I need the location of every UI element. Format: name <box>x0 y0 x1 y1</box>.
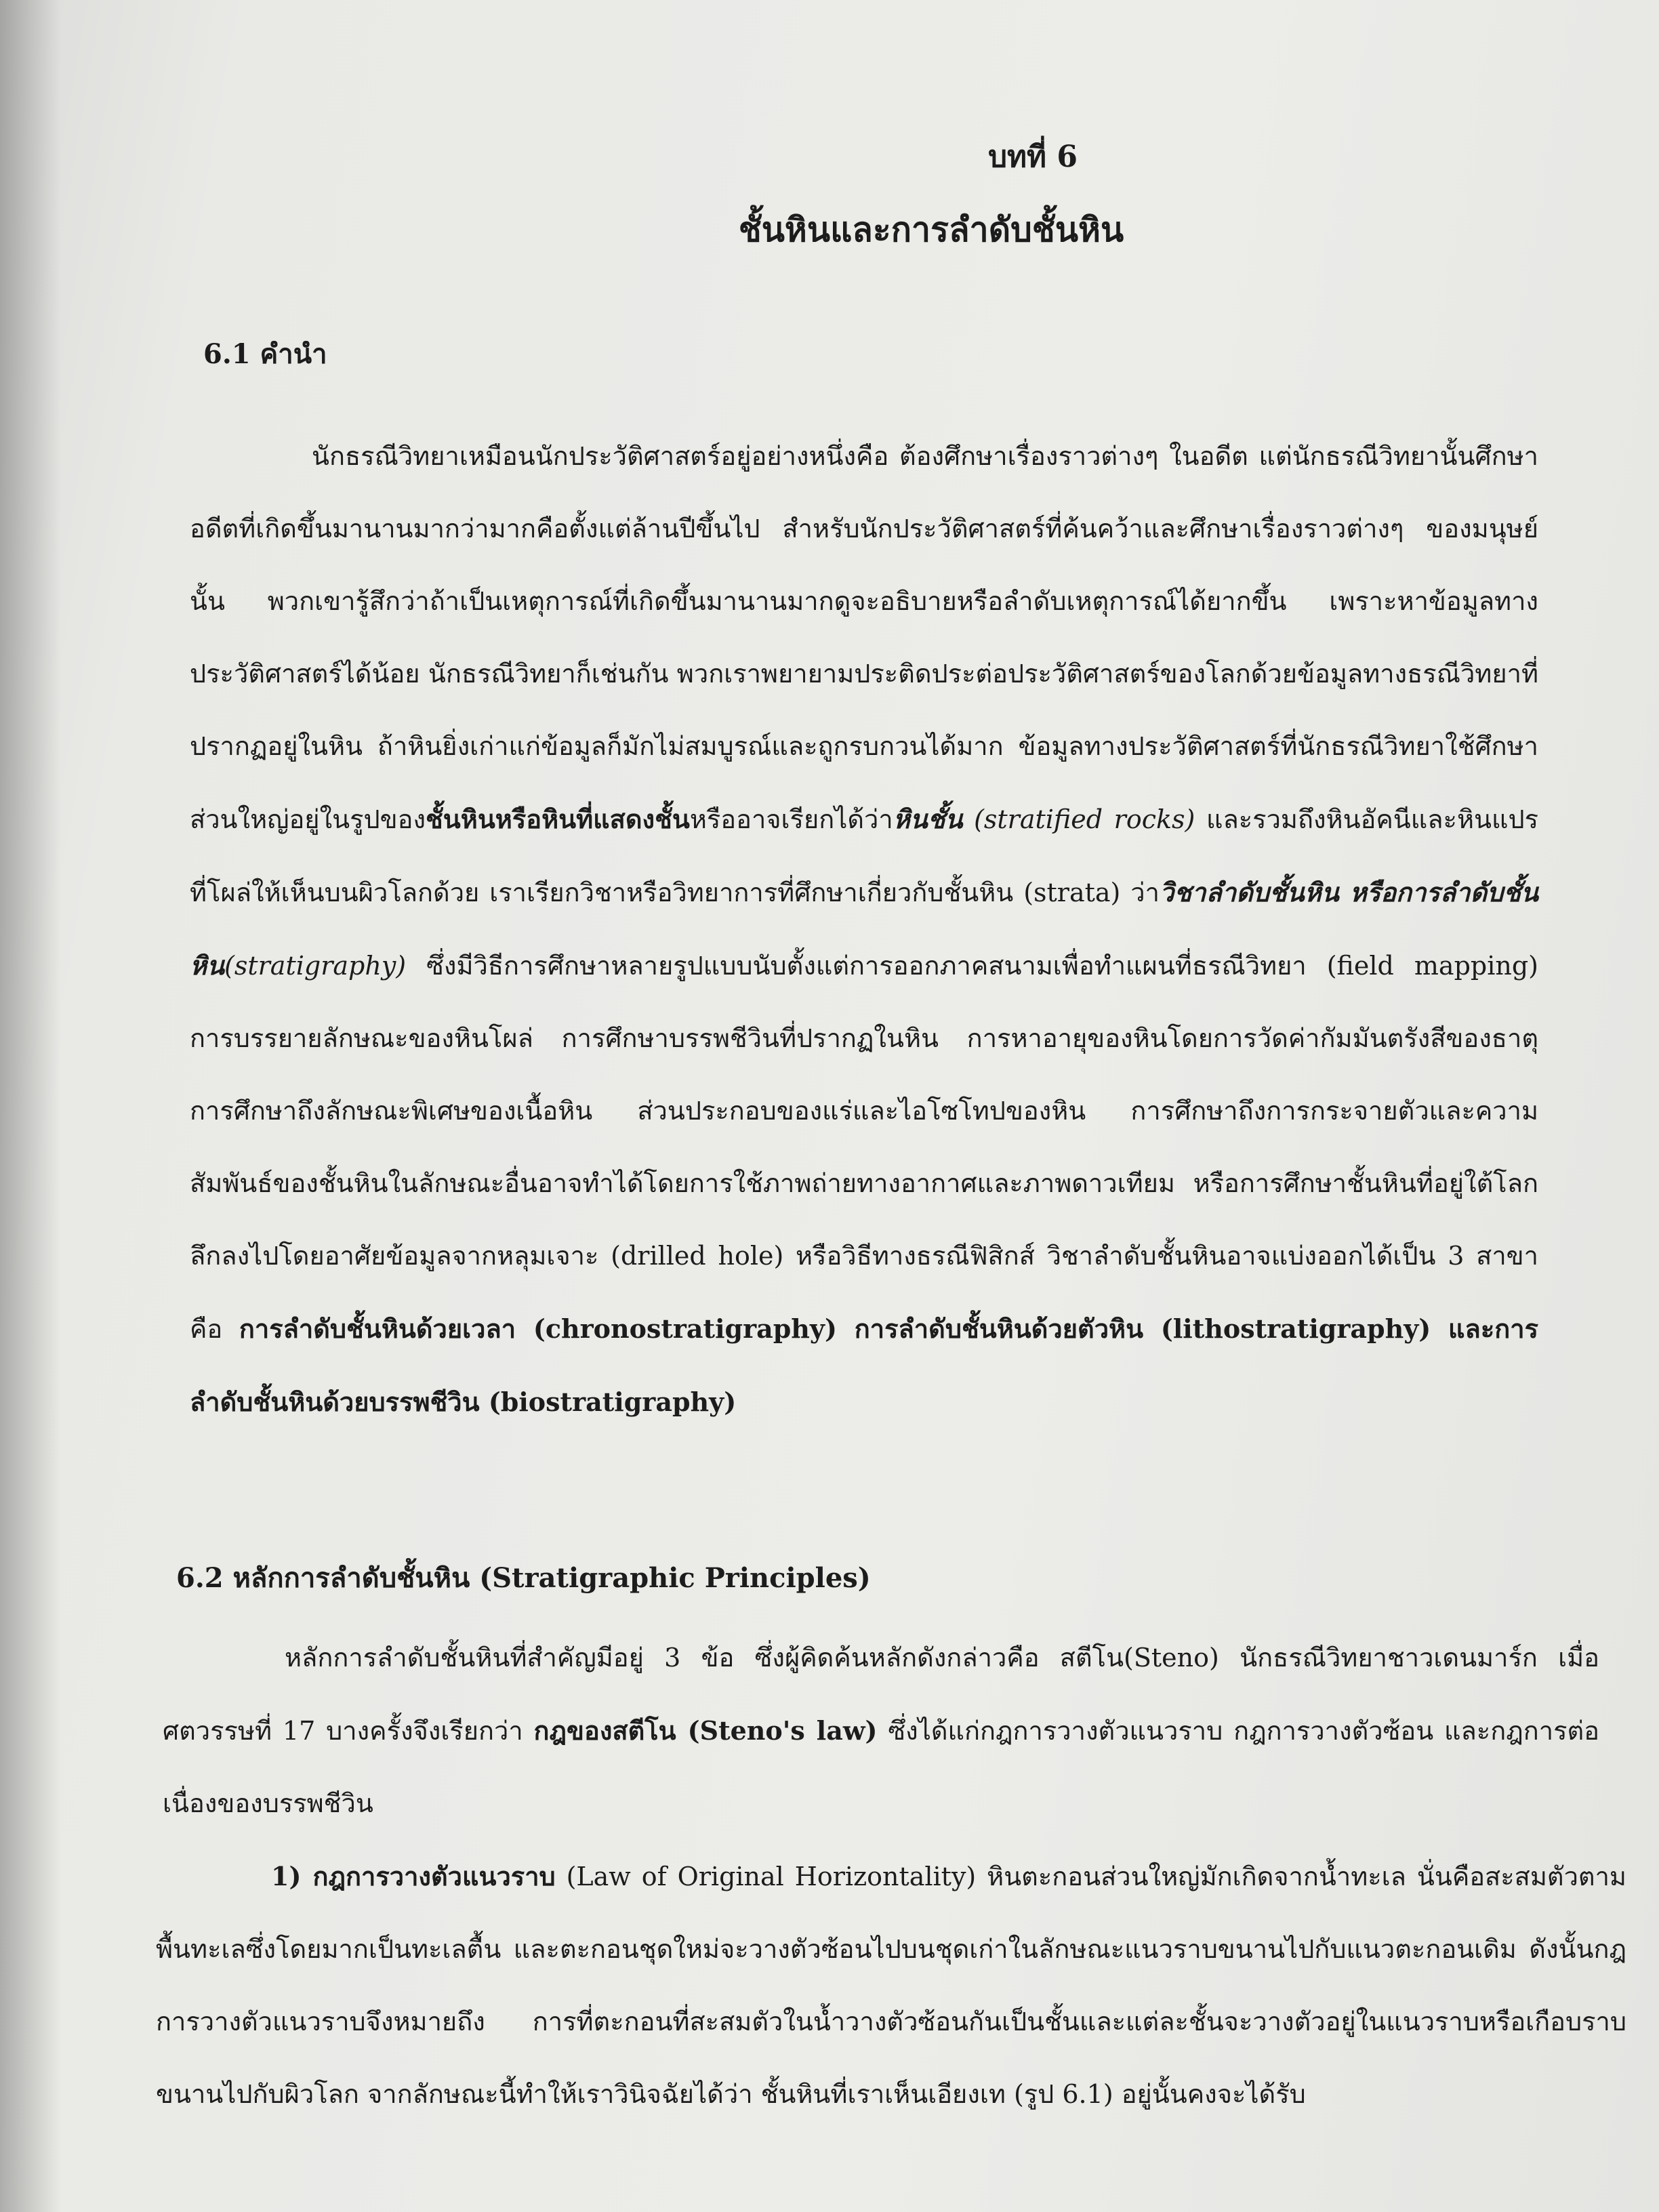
bold-italic-term-stratified-rocks: หินชั้น <box>893 804 963 834</box>
horizontality-paragraph <box>156 1840 1626 2131</box>
text-run: ซึ่งได้แก่กฎการวางตัวแนวราบ กฎการวางตัวซ้อน และกฎการต่อเนื่องของบรรพชีวิน <box>163 1716 1599 1818</box>
page-shadow <box>0 0 61 2212</box>
chapter-title: ชั้นหินและการลำดับชั้นหิน <box>738 209 1124 249</box>
bold-term-stratified: ชั้นหินหรือหินที่แสดงชั้น <box>426 804 690 834</box>
italic-english-term: (stratified rocks) <box>962 804 1195 834</box>
bold-stratigraphy-branches: การลำดับชั้นหินด้วยเวลา (chronostratigraphy) การลำดับชั้นหินด้วยตัวหิน (lithostratigraphy) และการลำดับชั้นหินด้วยบรรพชีวิน (biostratigraphy) <box>190 1313 1538 1417</box>
bold-italic-term-stratigraphy: วิชาลำดับชั้นหิน หรือการลำดับชั้นหิน <box>190 877 1539 981</box>
text-run: ซึ่งมีวิธีการศึกษาหลายรูปแบบนับตั้งแต่การออกภาคสนามเพื่อทำแผนที่ธรณีวิทยา (field mapping) การบรรยายลักษณะของหินโผล่ การศึกษาบรรพชีวินที่ปรากฏในหิน การหาอายุของหินโดยการวัดค่ากัมมันตรังสีของธาตุ การศึกษาถึงลักษณะพิเศษของเนื้อหิน ส่วนประกอบของแร่และไอโซโทปของหิน การศึกษาถึงการกระจายตัวและความสัมพันธ์ของชั้นหินในลักษณะอื่นอาจทำได้โดยการใช้ภาพถ่ายทางอากาศและภาพดาวเทียม หรือการศึกษาชั้นหินที่อยู่ใต้โลกลึกลงไปโดยอาศัยข้อมูลจากหลุมเจาะ (drilled hole) หรือวิธีทางธรณีฟิสิกส์ วิชาลำดับชั้นหินอาจแบ่งออกได้เป็น 3 สาขาคือ <box>190 951 1538 1344</box>
chapter-label: บทที่ 6 <box>988 140 1078 174</box>
intro-paragraph <box>190 420 1538 1439</box>
bold-term-stenos-law: กฎของสตีโน (Steno's law) <box>533 1715 878 1746</box>
section-heading-principles: 6.2 หลักการลำดับชั้นหิน (Stratigraphic Principles) <box>176 1562 871 1594</box>
text-run: (Law of Original Horizontality) หินตะกอนส่วนใหญ่มักเกิดจากน้ำทะเล นั่นคือสะสมตัวตามพื้นทะเลซึ่งโดยมากเป็นทะเลตื้น และตะกอนชุดใหม่จะวางตัวซ้อนไปบนชุดเก่าในลักษณะแนวราบขนานไปกับแนวตะกอนเดิม ดังนั้นกฎการวางตัวแนวราบจึงหมายถึง การที่ตะกอนที่สะสมตัวในน้ำวางตัวซ้อนกันเป็นชั้นและแต่ละชั้นจะวางตัวอยู่ในแนวราบหรือเกือบราบขนานไปกับผิวโลก จากลักษณะนี้ทำให้เราวินิจฉัยได้ว่า ชั้นหินที่เราเห็นเอียงเท (รูป 6.1) อยู่นั้นคงจะได้รับ <box>156 1862 1626 2109</box>
text-run: หลักการลำดับชั้นหินที่สำคัญมีอยู่ 3 ข้อ ซึ่งผู้คิดค้นหลักดังกล่าวคือ สตีโน(Steno) นักธรณีวิทยาชาวเดนมาร์ก เมื่อศตวรรษที่ 17 บางครั้งจึงเรียกว่า <box>163 1643 1599 1746</box>
bold-law-heading: 1) กฎการวางตัวแนวราบ <box>271 1861 556 1891</box>
text-run: นักธรณีวิทยาเหมือนนักประวัติศาสตร์อยู่อย่างหนึ่งคือ ต้องศึกษาเรื่องราวต่างๆ ในอดีต แต่นักธรณีวิทยานั้นศึกษาอดีตที่เกิดขึ้นมานานมากว่ามากคือตั้งแต่ล้านปีขึ้นไป สำหรับนักประวัติศาสตร์ที่ค้นคว้าและศึกษาเรื่องราวต่างๆ ของมนุษย์นั้น พวกเขารู้สึกว่าถ้าเป็นเหตุการณ์ที่เกิดขึ้นมานานมากดูจะอธิบายหรือลำดับเหตุการณ์ได้ยากขึ้น เพราะหาข้อมูลทางประวัติศาสตร์ได้น้อย นักธรณีวิทยาก็เช่นกัน พวกเราพยายามประติดประต่อประวัติศาสตร์ของโลกด้วยข้อมูลทางธรณีวิทยาที่ปรากฏอยู่ในหิน ถ้าหินยิ่งเก่าแก่ข้อมูลก็มักไม่สมบูรณ์และถูกรบกวนได้มาก ข้อมูลทางประวัติศาสตร์ที่นักธรณีวิทยาใช้ศึกษาส่วนใหญ่อยู่ในรูปของ <box>190 441 1538 834</box>
section-heading-introduction: 6.1 คำนำ <box>203 338 327 370</box>
text-run: หรืออาจเรียกได้ว่า <box>689 804 893 834</box>
text-run: และรวมถึงหินอัคนีและหินแปรที่โผล่ให้เห็นบนผิวโลกด้วย เราเรียกวิชาหรือวิทยาการที่ศึกษาเกี่ยวกับชั้นหิน (strata) ว่า <box>190 804 1539 907</box>
italic-english-term: (stratigraphy) <box>224 951 407 981</box>
principles-paragraph <box>163 1622 1599 1840</box>
